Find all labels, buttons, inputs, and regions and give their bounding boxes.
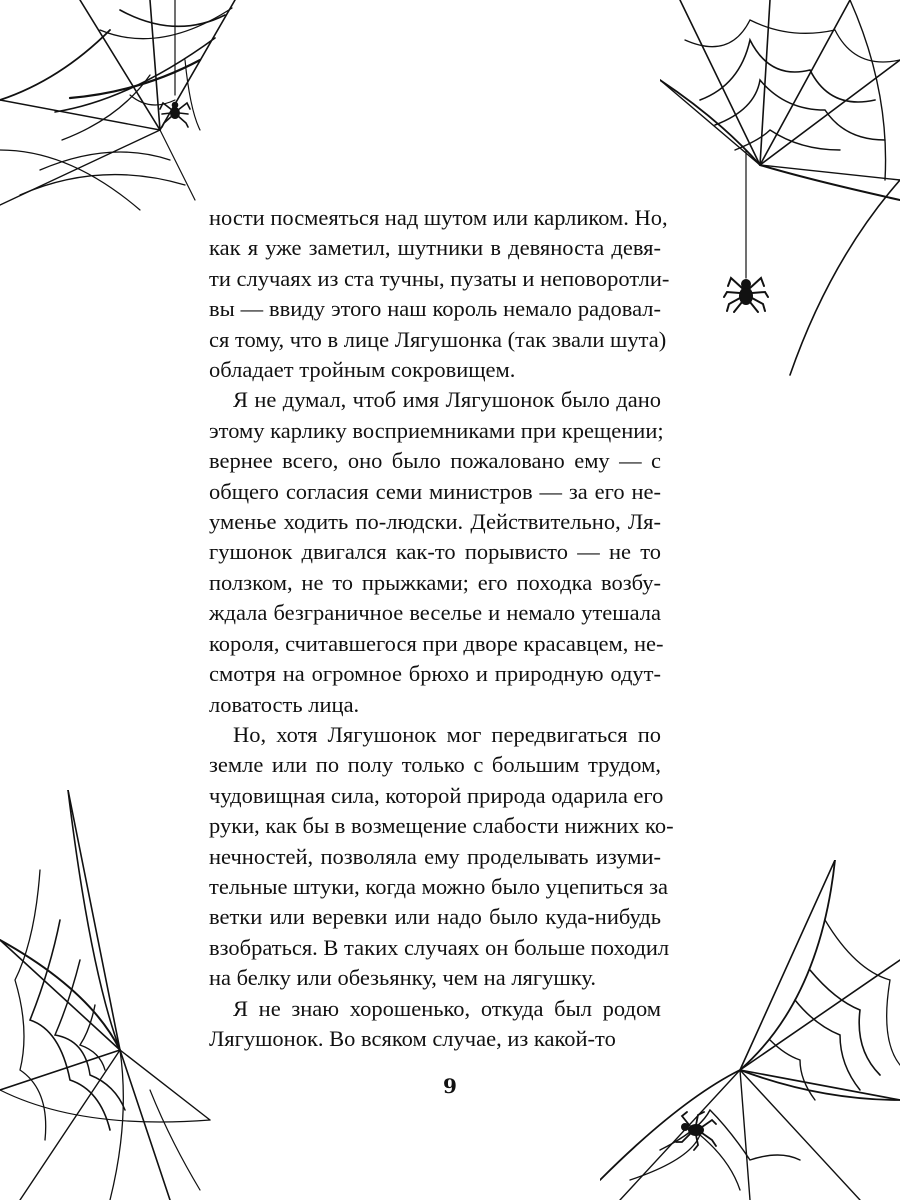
text-line: вернее всего, оно было пожаловано ему — с: [209, 448, 661, 474]
text-line: ползком, не то прыжками; его походка возбу-: [209, 569, 661, 595]
text-line: ти случаях из ста тучны, пузаты и неповоротли-: [209, 265, 670, 291]
paragraph: [209, 720, 674, 994]
text-line: руки, как бы в возмещение слабости нижних ко-: [209, 813, 674, 839]
text-line: ветки или веревки или надо было куда-нибудь: [209, 904, 661, 930]
body-text: [209, 203, 674, 1054]
text-line: чудовищная сила, которой природа одарила его: [209, 782, 664, 808]
paragraph: [209, 994, 661, 1055]
text-line: обладает тройным сокровищем.: [209, 357, 516, 383]
text-line: общего согласия семи министров — за его не-: [209, 478, 661, 504]
text-line: вы — ввиду этого наш король немало радовал-: [209, 296, 661, 322]
text-line: тельные штуки, когда можно было уцепиться за: [209, 873, 668, 899]
text-line: ждала безграничное веселье и немало утешала: [209, 600, 661, 626]
spider-icon: [676, 1112, 716, 1150]
text-line: Но, хотя Лягушонок мог передвигаться по: [233, 721, 661, 747]
spider-web-bottom-left-icon: [0, 790, 230, 1200]
text-line: земле или по полу только с большим трудом,: [209, 752, 661, 778]
text-line: ности посмеяться над шутом или карликом. Но,: [209, 205, 668, 230]
text-line: короля, считавшегося при дворе красавцем, не-: [209, 630, 664, 656]
spider-web-top-right-icon: [660, 0, 900, 390]
spider-web-top-left-icon: [0, 0, 260, 230]
text-line: уменье ходить по-людски. Действительно, Ля-: [209, 509, 661, 535]
spider-icon: [160, 102, 190, 127]
text-line: Лягушонок. Во всяком случае, из какой-то: [209, 1025, 616, 1051]
page-number: 9: [443, 1074, 457, 1098]
text-line: на белку или обезьянку, чем на лягушку.: [209, 965, 596, 991]
text-line: нечностей, позволяла ему проделывать изуми-: [209, 843, 661, 869]
text-line: смотря на огромное брюхо и природную одут-: [209, 661, 661, 687]
text-line: Я не знаю хорошенько, откуда был родом: [233, 995, 661, 1021]
paragraph: [209, 203, 670, 385]
text-line: как я уже заметил, шутники в девяноста девя-: [209, 235, 661, 261]
text-line: ся тому, что в лице Лягушонка (так звали шута): [209, 326, 667, 352]
spider-icon: [724, 278, 768, 312]
text-line: взобраться. В таких случаях он больше походил: [209, 934, 670, 960]
paragraph: [209, 385, 664, 719]
text-line: ловатость лица.: [209, 691, 360, 717]
text-line: этому карлику восприемниками при крещении;: [209, 417, 664, 443]
text-line: Я не думал, чтоб имя Лягушонок было дано: [233, 387, 661, 413]
text-line: гушонок двигался как-то порывисто — не то: [209, 539, 661, 565]
